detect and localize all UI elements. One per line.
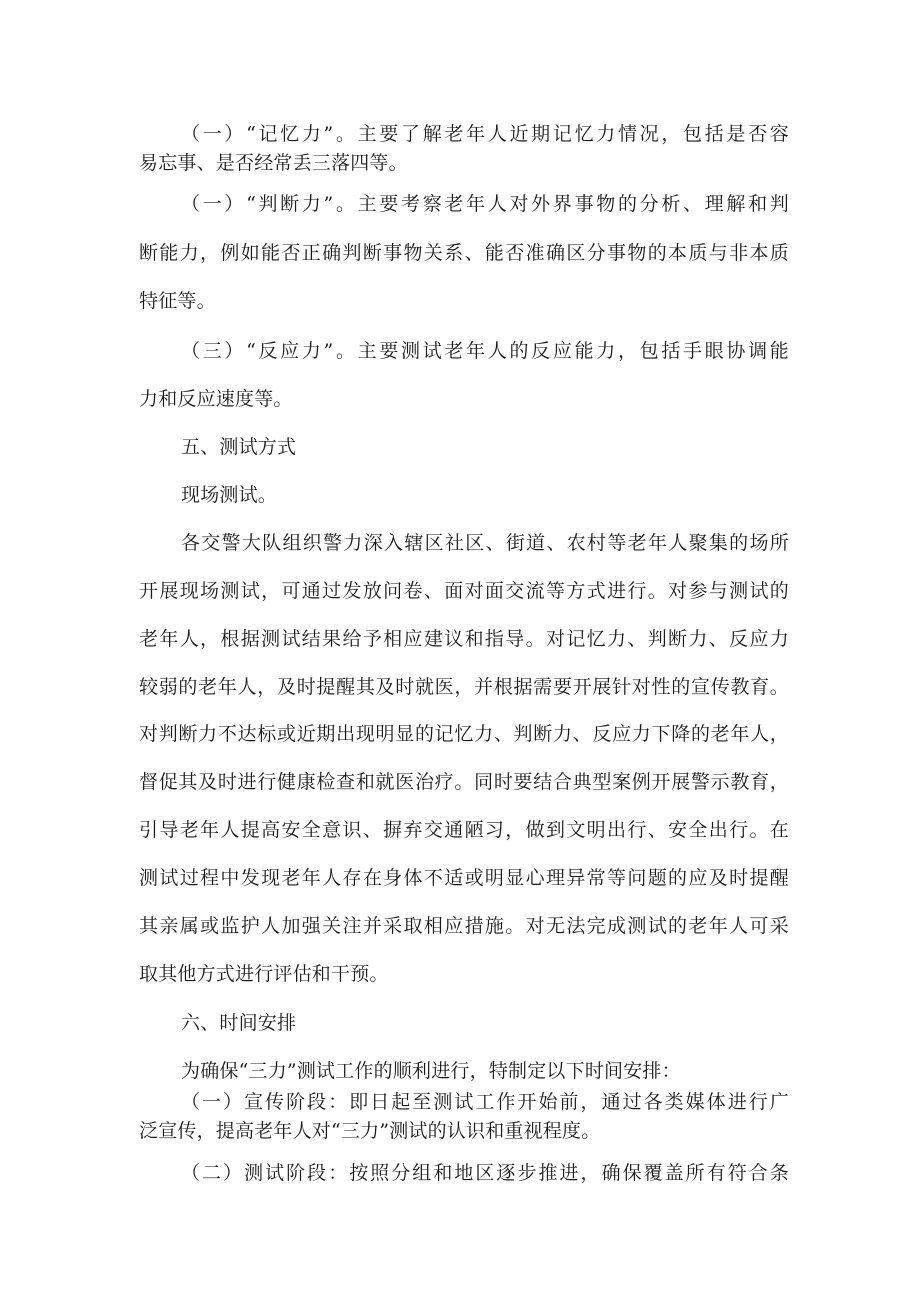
body-line-9: 其亲属或监护人加强关注并采取相应措施。对无法完成测试的老年人可采 [139, 915, 789, 937]
schedule-intro-line: 为确保“三力”测试工作的顺利进行，特制定以下时间安排： [181, 1060, 681, 1082]
publicity-line-2: 泛宣传，提高老年人对“三力”测试的认识和重视程度。 [139, 1120, 601, 1142]
section-heading-test-method: 五、测试方式 [181, 436, 297, 458]
judgment-line-3: 特征等。 [139, 290, 216, 312]
body-line-5: 对判断力不达标或近期出现明显的记忆力、判断力、反应力下降的老年人， [139, 723, 789, 745]
reaction-line-1: （三）“反应力”。主要测试老年人的反应能力，包括手眼协调能 [181, 340, 789, 362]
body-line-3: 老年人，根据测试结果给予相应建议和指导。对记忆力、判断力、反应力 [139, 628, 789, 650]
memory-line-1: （一）“记忆力”。主要了解老年人近期记忆力情况，包括是否容 [181, 123, 789, 145]
body-line-1: 各交警大队组织警力深入辖区社区、街道、农村等老年人聚集的场所 [181, 532, 789, 554]
body-line-10: 取其他方式进行评估和干预。 [139, 963, 389, 985]
judgment-line-2: 断能力，例如能否正确判断事物关系、能否准确区分事物的本质与非本质 [139, 242, 789, 264]
body-line-2: 开展现场测试，可通过发放问卷、面对面交流等方式进行。对参与测试的 [139, 580, 789, 602]
body-line-8: 测试过程中发现老年人存在身体不适或明显心理异常等问题的应及时提醒 [139, 867, 789, 889]
section-heading-schedule: 六、时间安排 [181, 1012, 297, 1034]
body-line-6: 督促其及时进行健康检查和就医治疗。同时要结合典型案例开展警示教育， [139, 771, 789, 793]
judgment-line-1: （一）“判断力”。主要考察老年人对外界事物的分析、理解和判 [181, 193, 789, 215]
onsite-test-line: 现场测试。 [181, 484, 278, 506]
testing-line-1: （二）测试阶段：按照分组和地区逐步推进，确保覆盖所有符合条 [181, 1162, 789, 1184]
body-line-4: 较弱的老年人，及时提醒其及时就医，并根据需要开展针对性的宣传教育。 [139, 676, 789, 698]
body-line-7: 引导老年人提高安全意识、摒弃交通陋习，做到文明出行、安全出行。在 [139, 819, 789, 841]
memory-line-2: 易忘事、是否经常丢三落四等。 [139, 152, 408, 174]
publicity-line-1: （一）宣传阶段：即日起至测试工作开始前，通过各类媒体进行广 [181, 1091, 789, 1113]
reaction-line-2: 力和反应速度等。 [139, 388, 293, 410]
